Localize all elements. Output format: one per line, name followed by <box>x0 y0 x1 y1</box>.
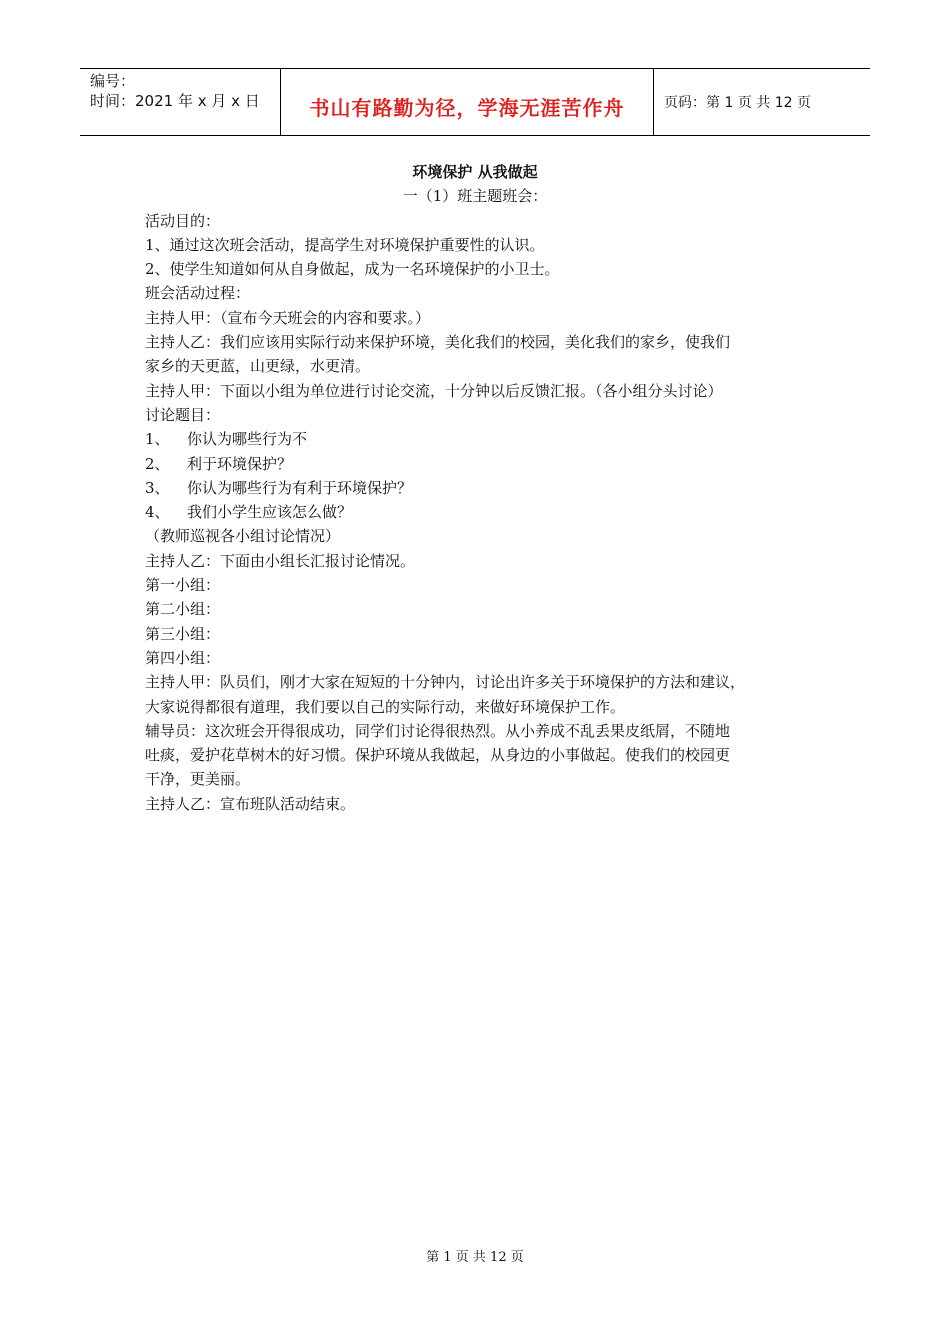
paragraph-line: 吐痰，爱护花草树木的好习惯。保护环境从我做起，从身边的小事做起。使我们的校园更 <box>145 746 731 765</box>
topic-text: 利于环境保护？ <box>187 454 293 473</box>
header-table <box>80 68 870 136</box>
topic-number: 3、 <box>145 478 170 497</box>
topic-text: 你认为哪些行为不 <box>187 430 308 449</box>
paragraph-line: 家乡的天更蓝，山更绿，水更清。 <box>145 357 371 376</box>
topic-number: 4、 <box>145 503 170 522</box>
topic-number: 2、 <box>145 454 170 473</box>
paragraph-line: 主持人甲：下面以小组为单位进行讨论交流，十分钟以后反馈汇报。（各小组分头讨论） <box>145 381 723 400</box>
document-subtitle: 一（1）班主题班会： <box>402 187 548 206</box>
topic-text: 我们小学生应该怎么做？ <box>187 503 353 522</box>
topic-item <box>145 427 815 451</box>
paragraph-line: 第一小组： <box>145 576 221 595</box>
topic-item <box>145 452 815 476</box>
paragraph-line: 1、通过这次班会活动，提高学生对环境保护重要性的认识。 <box>145 235 545 254</box>
topic-item <box>145 476 815 500</box>
header-page-cell <box>654 69 870 135</box>
paragraph-line: 主持人甲：队员们，刚才大家在短短的十分钟内，讨论出许多关于环境保护的方法和建议， <box>145 673 746 692</box>
paragraph-line: 班会活动过程： <box>145 284 251 303</box>
time-label: 时间：2021 年 x 月 x 日 <box>90 92 260 110</box>
paragraph-line: 主持人乙：我们应该用实际行动来保护环境，美化我们的校园，美化我们的家乡，使我们 <box>145 333 731 352</box>
document-title: 环境保护 从我做起 <box>412 163 538 181</box>
paragraph-line: 大家说得都很有道理，我们要以自己的实际行动，来做好环境保护工作。 <box>145 697 626 716</box>
paragraph-line: 第四小组： <box>145 648 221 667</box>
paragraph-line: 主持人甲：（宣布今天班会的内容和要求。） <box>145 308 431 327</box>
paragraph-line: 主持人乙：下面由小组长汇报讨论情况。 <box>145 551 416 570</box>
topic-number: 1、 <box>145 430 170 449</box>
paragraph-line: 干净，更美丽。 <box>145 770 251 789</box>
paragraph-line: 2、使学生知道如何从自身做起，成为一名环境保护的小卫士。 <box>145 260 560 279</box>
paragraph-line: （教师巡视各小组讨论情况） <box>145 527 341 546</box>
paragraph-line: 主持人乙：宣布班队活动结束。 <box>145 794 356 813</box>
paragraph-line: 讨论题目： <box>145 405 221 424</box>
page-label: 页码：第 1 页 共 12 页 <box>664 95 811 111</box>
topic-item <box>145 500 815 524</box>
paragraph-line: 第三小组： <box>145 624 221 643</box>
topic-text: 你认为哪些行为有利于环境保护？ <box>187 478 413 497</box>
document-body <box>145 160 815 816</box>
paragraph-line: 辅导员：这次班会开得很成功，同学们讨论得很热烈。从小养成不乱丢果皮纸屑，不随地 <box>145 721 731 740</box>
header-info-cell <box>80 69 281 135</box>
paragraph-line: 第二小组： <box>145 600 221 619</box>
header-motto-cell <box>281 69 654 135</box>
motto-text: 书山有路勤为径，学海无涯苦作舟 <box>309 95 625 120</box>
number-label: 编号： <box>90 72 136 90</box>
paragraph-line: 活动目的： <box>145 211 221 230</box>
page-footer: 第 1 页 共 12 页 <box>426 1250 524 1265</box>
